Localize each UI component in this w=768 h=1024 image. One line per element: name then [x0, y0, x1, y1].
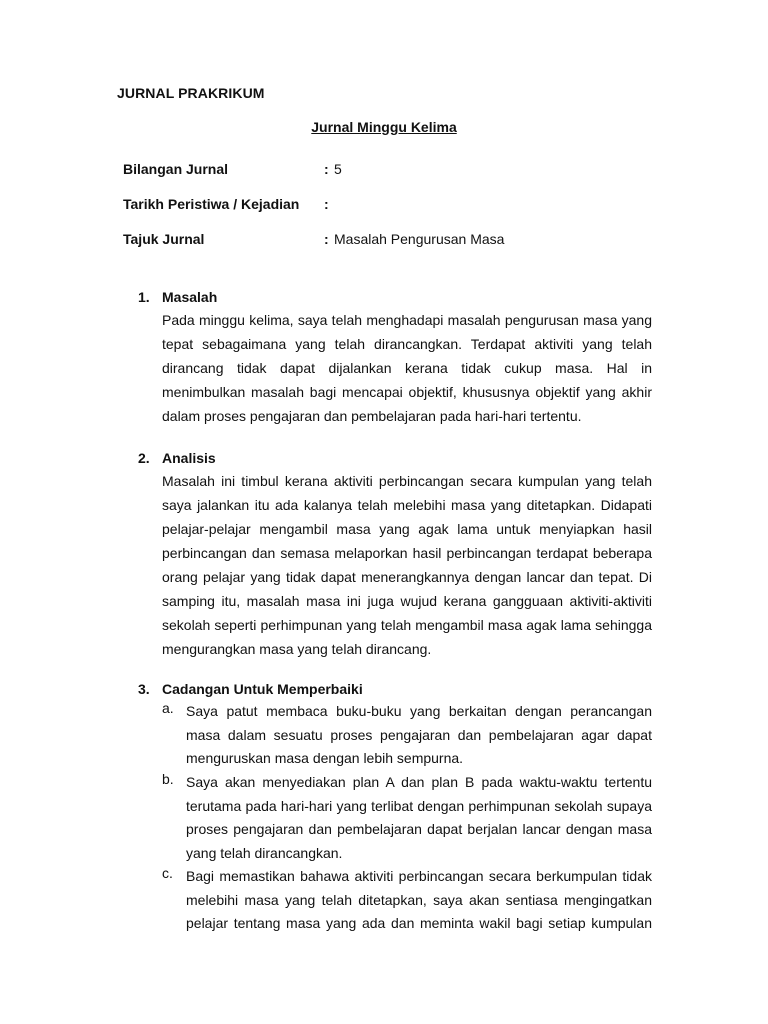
section-heading-text: Masalah — [162, 289, 218, 305]
section-paragraph: Pada minggu kelima, saya telah menghadapi masalah pengurusan masa yang tepat sebagaimana yang telah dirancangkan. Terdapat aktiviti yang telah dirancang tidak dapat dijalankan kerana tidak cukup masa. Hal in menimbulkan masalah bagi mencapai objektif, khususnya objektif yang akhir dalam proses pengajaran dan pembelajaran pada hari-hari tertentu. — [162, 312, 652, 424]
meta-value: 5 — [334, 161, 342, 177]
journal-subtitle: Jurnal Minggu Kelima — [311, 119, 457, 135]
section-number: 3. — [138, 681, 150, 697]
meta-label: Tarikh Peristiwa / Kejadian — [123, 196, 300, 212]
section-heading-text: Analisis — [162, 450, 216, 466]
list-letter: c. — [162, 865, 173, 881]
section-number: 2. — [138, 450, 150, 466]
section-heading — [138, 289, 217, 305]
section-heading — [138, 681, 363, 697]
meta-colon: : — [324, 231, 329, 247]
section-heading — [138, 450, 216, 466]
meta-value: Masalah Pengurusan Masa — [334, 231, 505, 247]
list-letter: b. — [162, 771, 174, 787]
meta-label: Tajuk Jurnal — [123, 231, 205, 247]
section-number: 1. — [138, 289, 150, 305]
list-text: Saya patut membaca buku-buku yang berkaitan dengan perancangan masa dalam sesuatu proses pengajaran dan pembelajaran agar dapat menguruskan masa dengan lebih sempurna. — [186, 703, 652, 766]
meta-label: Bilangan Jurnal — [123, 161, 229, 177]
list-text: Bagi memastikan bahawa aktiviti perbincangan secara berkumpulan tidak melebihi masa yang telah ditetapkan, saya akan sentiasa mengingatkan pelajar tentang masa yang ada dan meminta wakil bagi setiap kumpulan — [186, 868, 652, 931]
list-text: Saya akan menyediakan plan A dan plan B pada waktu-waktu tertentu terutama pada hari-hari yang terlibat dengan perhimpunan sekolah supaya proses pengajaran dan pembelajaran dapat berjalan lancar dengan masa yang telah dirancangkan. — [186, 774, 652, 861]
meta-colon: : — [324, 161, 329, 177]
list-letter: a. — [162, 700, 174, 716]
meta-colon: : — [324, 196, 329, 212]
document-title: JURNAL PRAKRIKUM — [117, 85, 265, 101]
section-paragraph: Masalah ini timbul kerana aktiviti perbincangan secara kumpulan yang telah saya jalankan itu ada kalanya telah melebihi masa yang ditetapkan. Didapati pelajar-pelajar mengambil masa yang agak lama untuk menyiapkan hasil perbincangan dan semasa melaporkan hasil perbincangan terdapat beberapa orang pelajar yang tidak dapat menerangkannya dengan lancar dan tepat. Di samping itu, masalah masa ini juga wujud kerana gangguaan aktiviti-aktiviti sekolah seperti perhimpunan yang telah mengambil masa agak lama sehingga mengurangkan masa yang telah dirancang. — [162, 473, 652, 657]
section-heading-text: Cadangan Untuk Memperbaiki — [162, 681, 363, 697]
